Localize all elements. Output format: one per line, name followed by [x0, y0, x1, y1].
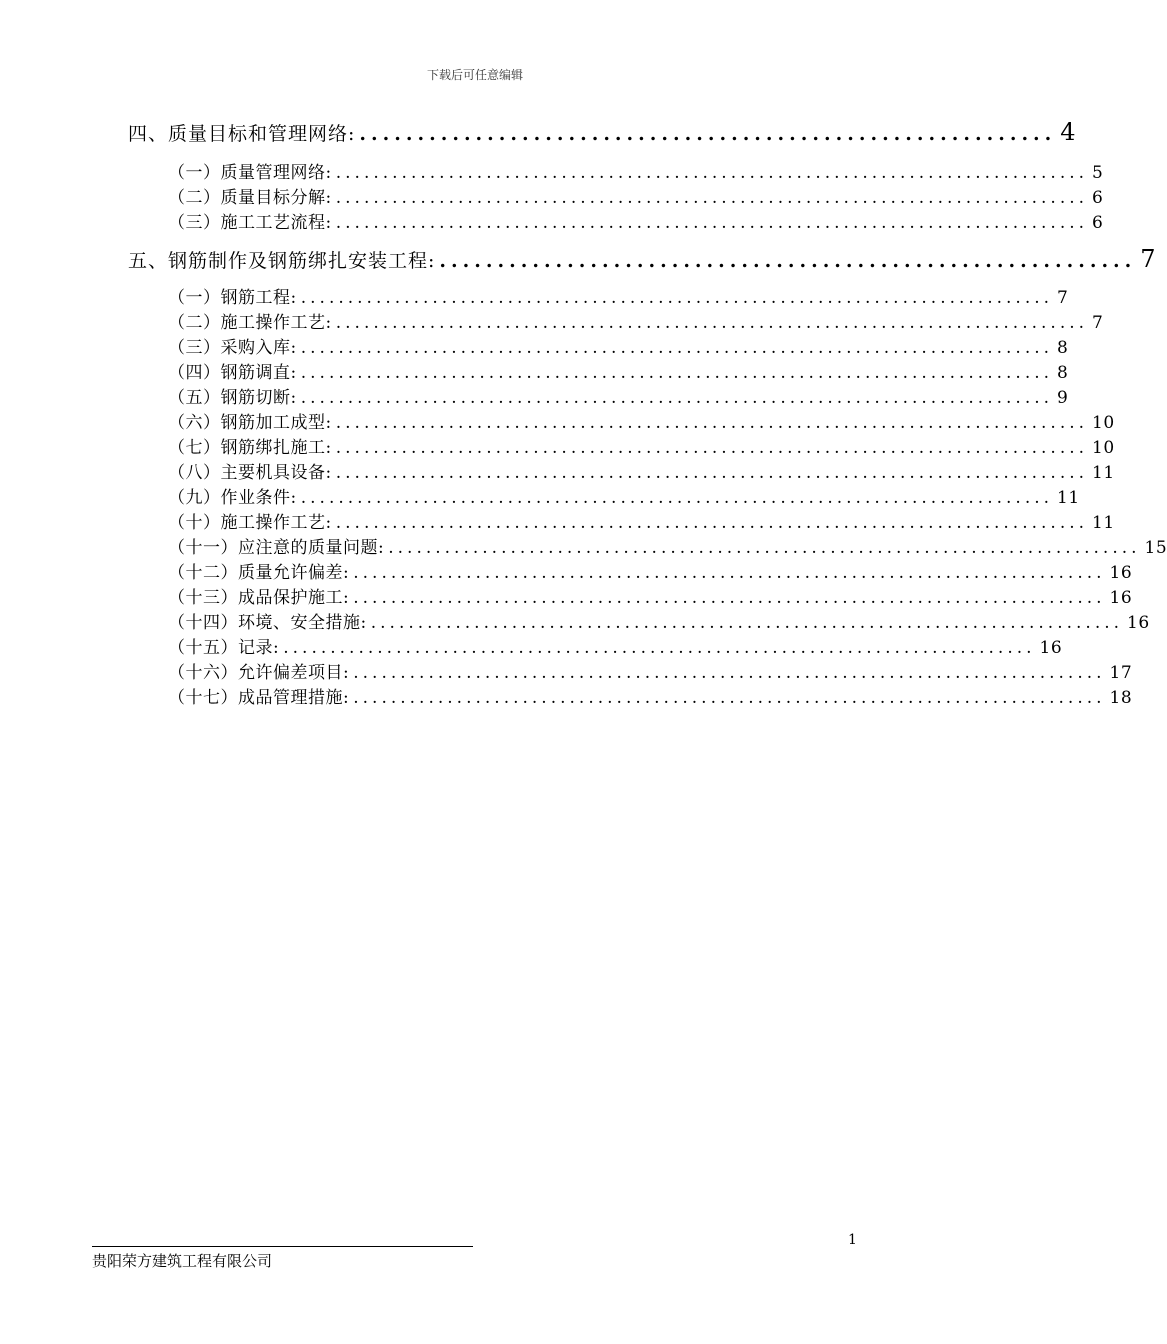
toc-item[interactable] — [168, 358, 1069, 383]
toc-entry-page: 11 — [1092, 513, 1115, 533]
toc-entry-title: （十）施工操作工艺: — [168, 513, 332, 533]
toc-entry-page: 7 — [1140, 245, 1157, 273]
toc-entry-page: 7 — [1057, 288, 1069, 308]
toc-entry-title: （九）作业条件: — [168, 488, 297, 508]
toc-leader-dots: ................................................................................ — [335, 463, 1089, 483]
toc-entry-page: 11 — [1057, 488, 1080, 508]
toc-item[interactable] — [168, 208, 1104, 233]
toc-item[interactable] — [168, 283, 1069, 308]
toc-leader-dots: ................................................................................ — [335, 438, 1089, 458]
toc-leader-dots: ................................................................................ — [300, 338, 1054, 358]
toc-entry-title: （十三）成品保护施工: — [168, 588, 350, 608]
toc-leader-dots: ................................................................................ — [335, 413, 1089, 433]
toc-entry-page: 8 — [1057, 338, 1069, 358]
toc-leader-dots: ................................................................................ — [335, 213, 1089, 233]
toc-leader-dots: ................................................................................ — [335, 188, 1089, 208]
toc-item[interactable] — [168, 508, 1115, 533]
toc-item[interactable] — [168, 633, 1063, 658]
toc-entry-title: 五、钢筋制作及钢筋绑扎安装工程: — [128, 250, 436, 272]
toc-entry-title: （一）钢筋工程: — [168, 288, 297, 308]
toc-entry-page: 15 — [1144, 538, 1167, 558]
toc-item[interactable] — [168, 583, 1133, 608]
toc-leader-dots: ................................................................................ — [335, 313, 1089, 333]
toc-leader-dots: ............................................................ — [359, 123, 1057, 145]
toc-entry-title: （三）施工工艺流程: — [168, 213, 332, 233]
footer-divider — [92, 1246, 473, 1247]
toc-section-5[interactable] — [128, 245, 1157, 273]
toc-entry-title: （十七）成品管理措施: — [168, 688, 350, 708]
toc-entry-title: （五）钢筋切断: — [168, 388, 297, 408]
toc-entry-page: 5 — [1092, 163, 1104, 183]
toc-item[interactable] — [168, 483, 1080, 508]
toc-item[interactable] — [168, 333, 1069, 358]
toc-entry-page: 7 — [1092, 313, 1104, 333]
toc-leader-dots: ................................................................................ — [335, 513, 1089, 533]
footer-company-name: 贵阳荣方建筑工程有限公司 — [92, 1252, 273, 1270]
toc-item[interactable] — [168, 558, 1133, 583]
page-number: 1 — [848, 1232, 857, 1248]
toc-leader-dots: ................................................................................ — [283, 638, 1036, 658]
toc-entry-page: 16 — [1109, 588, 1133, 608]
toc-item[interactable] — [168, 683, 1133, 708]
toc-entry-page: 18 — [1109, 688, 1133, 708]
toc-entry-page: 6 — [1092, 188, 1104, 208]
toc-leader-dots: ................................................................................ — [300, 363, 1054, 383]
toc-entry-page: 11 — [1092, 463, 1115, 483]
toc-entry-title: （八）主要机具设备: — [168, 463, 332, 483]
toc-leader-dots: ................................................................................ — [370, 613, 1124, 633]
toc-entry-title: （四）钢筋调直: — [168, 363, 297, 383]
toc-entry-title: （十二）质量允许偏差: — [168, 563, 350, 583]
toc-item[interactable] — [168, 183, 1104, 208]
toc-item[interactable] — [168, 608, 1150, 633]
toc-entry-title: （十一）应注意的质量问题: — [168, 538, 385, 558]
toc-entry-title: （七）钢筋绑扎施工: — [168, 438, 332, 458]
toc-leader-dots: ................................................................................ — [300, 288, 1054, 308]
toc-entry-title: （三）采购入库: — [168, 338, 297, 358]
toc-item[interactable] — [168, 533, 1167, 558]
toc-entry-page: 6 — [1092, 213, 1104, 233]
toc-leader-dots: ................................................................................ — [353, 663, 1106, 683]
toc-entry-title: （二）质量目标分解: — [168, 188, 332, 208]
toc-entry-title: （一）质量管理网络: — [168, 163, 332, 183]
toc-item[interactable] — [168, 658, 1133, 683]
toc-entry-page: 8 — [1057, 363, 1069, 383]
toc-item[interactable] — [168, 383, 1069, 408]
toc-entry-title: （二）施工操作工艺: — [168, 313, 332, 333]
toc-leader-dots: ................................................................................ — [353, 688, 1106, 708]
toc-item[interactable] — [168, 308, 1104, 333]
toc-leader-dots: ................................................................................ — [353, 588, 1106, 608]
toc-item[interactable] — [168, 458, 1115, 483]
toc-entry-page: 4 — [1060, 118, 1077, 146]
header-note: 下载后可任意编辑 — [426, 68, 523, 82]
toc-leader-dots: ................................................................................ — [300, 488, 1054, 508]
toc-section-4[interactable] — [128, 118, 1077, 146]
toc-leader-dots: ............................................................ — [439, 250, 1137, 272]
toc-entry-page: 16 — [1127, 613, 1150, 633]
toc-entry-page: 10 — [1092, 413, 1115, 433]
toc-entry-title: （十五）记录: — [168, 638, 280, 658]
toc-entry-page: 10 — [1092, 438, 1115, 458]
toc-entry-page: 9 — [1057, 388, 1069, 408]
toc-leader-dots: ................................................................................ — [335, 163, 1089, 183]
toc-entry-page: 16 — [1039, 638, 1063, 658]
toc-entry-title: （十四）环境、安全措施: — [168, 613, 367, 633]
toc-leader-dots: ................................................................................ — [353, 563, 1106, 583]
toc-entry-title: 四、质量目标和管理网络: — [128, 123, 356, 145]
toc-entry-page: 16 — [1109, 563, 1133, 583]
toc-item[interactable] — [168, 433, 1115, 458]
toc-leader-dots: ................................................................................ — [300, 388, 1054, 408]
toc-leader-dots: ................................................................................ — [388, 538, 1141, 558]
toc-item[interactable] — [168, 408, 1115, 433]
toc-item[interactable] — [168, 158, 1104, 183]
toc-entry-title: （十六）允许偏差项目: — [168, 663, 350, 683]
toc-entry-title: （六）钢筋加工成型: — [168, 413, 332, 433]
toc-entry-page: 17 — [1109, 663, 1133, 683]
